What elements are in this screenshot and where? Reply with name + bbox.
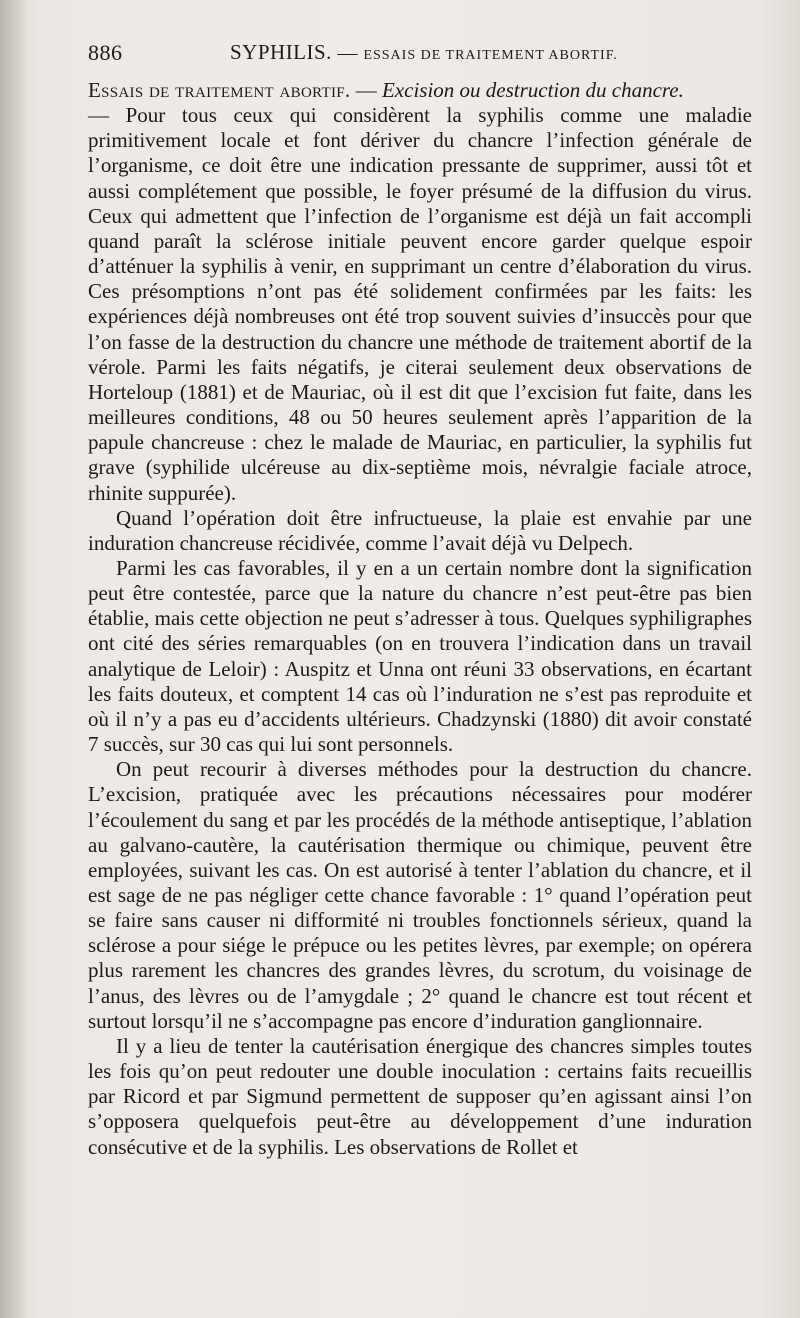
page-edge-shadow xyxy=(0,0,28,1318)
running-title xyxy=(230,40,618,65)
paragraph-4: On peut recourir à diverses méthodes pour la destruction du chancre. L’excision, pratiquée avec les précautions nécessaires pour modérer l’écoulement du sang et par les procédés de la méthode antiseptique, l’ablation au galvano-cautère, la cautérisation thermique ou chimique, peuvent être employées, suivant les cas. On est autorisé à tenter l’ablation du chancre, et il est sage de ne pas négliger cette chance favorable : 1° quand l’opération peut se faire sans causer ni difformité ni troubles fonctionnels sérieux, quand la sclérose a pour siége le prépuce ou les petites lèvres, par exemple; on opérera plus rarement les chancres des grandes lèvres, du scrotum, du voisinage de l’anus, des lèvres ou de l’amygdale ; 2° quand le chancre est tout récent et surtout lorsqu’il ne s’accompagne pas encore d’induration ganglionnaire. xyxy=(88,757,752,1033)
running-header xyxy=(88,40,752,70)
paragraph-1: — Pour tous ceux qui considèrent la syphilis comme une maladie primitivement locale et font dériver du chancre l’infection générale de l’organisme, ce doit être une indication pressante de supprimer, aussi tôt et aussi complétement que possible, le foyer présumé de la diffusion du virus. Ceux qui admettent que l’infection de l’organisme est déjà un fait accompli quand paraît la sclérose initiale peuvent encore garder quelque espoir d’atténuer la syphilis à venir, en supprimant un centre d’élaboration du virus. Ces présomptions n’ont pas été solidement confirmées par les faits: les expériences déjà nombreuses ont été trop souvent suivies d’insuccès pour que l’on fasse de la destruction du chancre une méthode de traitement abortif de la vérole. Parmi les faits négatifs, je citerai seulement deux observations de Horteloup (1881) et de Mauriac, où il est dit que l’excision fut faite, dans les meilleures conditions, 48 ou 50 heures seulement après l’apparition de la papule chancreuse : chez le malade de Mauriac, en particulier, la syphilis fut grave (syphilide ulcéreuse au dix-septième mois, névralgie faciale atroce, rhinite suppurée). xyxy=(88,103,752,505)
running-title-dash: — xyxy=(337,42,358,64)
running-title-main: SYPHILIS. xyxy=(230,40,332,64)
paragraph-5: Il y a lieu de tenter la cautérisation énergique des chancres simples toutes les fois qu’on peut redouter une double inoculation : certains faits recueillis par Ricord et par Sigmund permettent de supposer qu’en agissant ainsi l’on s’opposera quelquefois peut-être au développement d’une induration consécutive et de la syphilis. Les observations de Rollet et xyxy=(88,1033,752,1159)
section-heading-dash: — xyxy=(355,78,377,102)
section-heading-line xyxy=(88,78,752,103)
paragraph-3: Parmi les cas favorables, il y en a un certain nombre dont la signification peut être contestée, parce que la nature du chancre n’est peut-être pas bien établie, mais cette objection ne peut s’adresser à tous. Quelques syphiligraphes ont cité des séries remarquables (on en trouvera l’indication dans un travail analytique de Leloir) : Auspitz et Unna ont réuni 33 observations, en écartant les faits douteux, et comptent 14 cas où l’induration ne s’est pas reproduite et où il n’y a pas eu d’accidents ultérieurs. Chadzynski (1880) dit avoir constaté 7 succès, sur 30 cas qui lui sont personnels. xyxy=(88,555,752,757)
running-title-sub: ESSAIS DE TRAITEMENT ABORTIF. xyxy=(363,48,618,63)
section-subtitle: Excision ou destruction du chancre. xyxy=(381,78,684,102)
page-number: 886 xyxy=(88,40,123,65)
paragraph-2: Quand l’opération doit être infructueuse, la plaie est envahie par une induration chancreuse récidivée, comme l’avait déjà vu Delpech. xyxy=(88,505,752,555)
section-heading: Essais de traitement abortif. xyxy=(88,78,351,102)
body-text xyxy=(88,78,752,1160)
